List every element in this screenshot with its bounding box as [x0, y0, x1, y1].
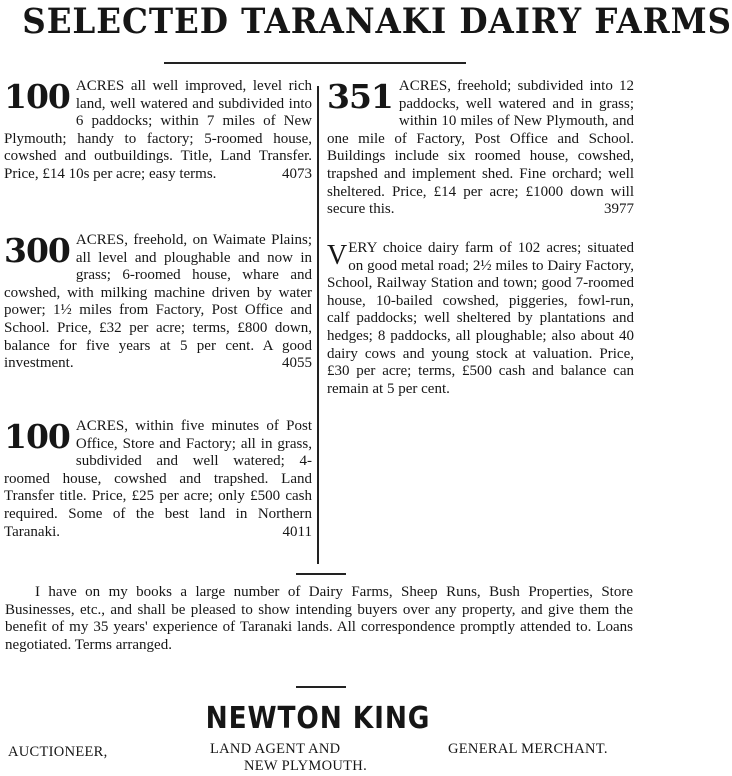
- listing-text: ACRES, freehold, on Waimate Plains; all level and ploughable and now in grass; 6-roomed house, whare and cowshed, with milking machine driven by water power; 1½ miles from Factory, Post Office and School. Price, £32 per acre; terms, £800 down, balance for five years at 5 per cent. A good investment.: [4, 232, 312, 372]
- listing-102-acres-dairy-farm: [327, 240, 634, 398]
- left-column: [4, 78, 312, 570]
- advertiser-rule: [296, 686, 346, 688]
- right-column: [327, 78, 634, 498]
- advertiser-role-center: LAND AGENT AND: [210, 741, 341, 757]
- drop-cap-letter: V: [327, 240, 348, 271]
- listing-acreage: 100: [4, 417, 70, 456]
- listing-100-acres-five-minutes: [4, 418, 312, 541]
- listing-300-acres-waimate-plains: [4, 232, 312, 373]
- listing-text: ERY choice dairy farm of 102 acres; situated on good metal road; 2½ miles to Dairy Factory, School, Railway Station and town; good 7-roomed house, 10-bailed cowshed, piggeries, fowl-run, calf paddocks; well sheltered by plantations and hedges; 8 paddocks, all ploughable; also about 40 dairy cows and young stock at valuation. Price, £30 per acre; terms, £500 cash and balance can remain at 5 per cent.: [327, 240, 634, 397]
- listing-ref-number: 4011: [282, 523, 312, 540]
- closing-paragraph: I have on my books a large number of Dairy Farms, Sheep Runs, Bush Properties, Store Businesses, etc., and shall be pleased to show intending buyers over any property, and give them the benefit of my 35 years' experience of Taranaki lands. All correspondence promptly attended to. Loans negotiated. Terms arranged.: [5, 584, 633, 653]
- headline-rule: [164, 62, 466, 64]
- advertiser-name: NEWTON KING: [205, 701, 431, 736]
- advertiser-role-right: GENERAL MERCHANT.: [448, 741, 608, 757]
- listing-acreage: 300: [4, 231, 70, 270]
- listing-ref-number: 3977: [604, 201, 634, 218]
- listing-351-acres-freehold: [327, 78, 634, 219]
- listing-text: ACRES all well improved, level rich land, well watered and subdivided into 6 paddocks; within 7 miles of New Plymouth; handy to factory; 5-roomed house, cowshed and outbuildings. Title, Land Transfer. Price, £14 10s per acre; easy terms.: [4, 78, 312, 182]
- listing-acreage: 100: [4, 77, 70, 116]
- advertiser-location: NEW PLYMOUTH.: [244, 758, 368, 774]
- listing-ref-number: 4055: [282, 355, 312, 372]
- headline: SELECTED TARANAKI DAIRY FARMS: [22, 1, 732, 42]
- advertiser-role-left: AUCTIONEER,: [8, 744, 108, 760]
- listing-ref-number: 4073: [282, 165, 312, 182]
- column-divider: [317, 86, 319, 564]
- listing-acreage: 351: [327, 77, 393, 116]
- listing-text: ACRES, within five minutes of Post Office, Store and Factory; all in grass, subdivided and well watered; 4-roomed house, cowshed and trapshed. Land Transfer title. Price, £25 per acre; only £500 cash required. Some of the best land in Northern Taranaki.: [4, 418, 312, 540]
- listing-text: ACRES, freehold; subdivided into 12 paddocks, well watered and in grass; within 10 miles of New Plymouth, and one mile of Factory, Post Office and School. Buildings include six roomed house, cowshed, trapshed and implement shed. Fine orchard; well sheltered. Price, £14 per acre; £1000 down will secure this.: [327, 78, 634, 218]
- listing-100-acres-level-rich-land: [4, 78, 312, 184]
- closing-rule: [296, 573, 346, 575]
